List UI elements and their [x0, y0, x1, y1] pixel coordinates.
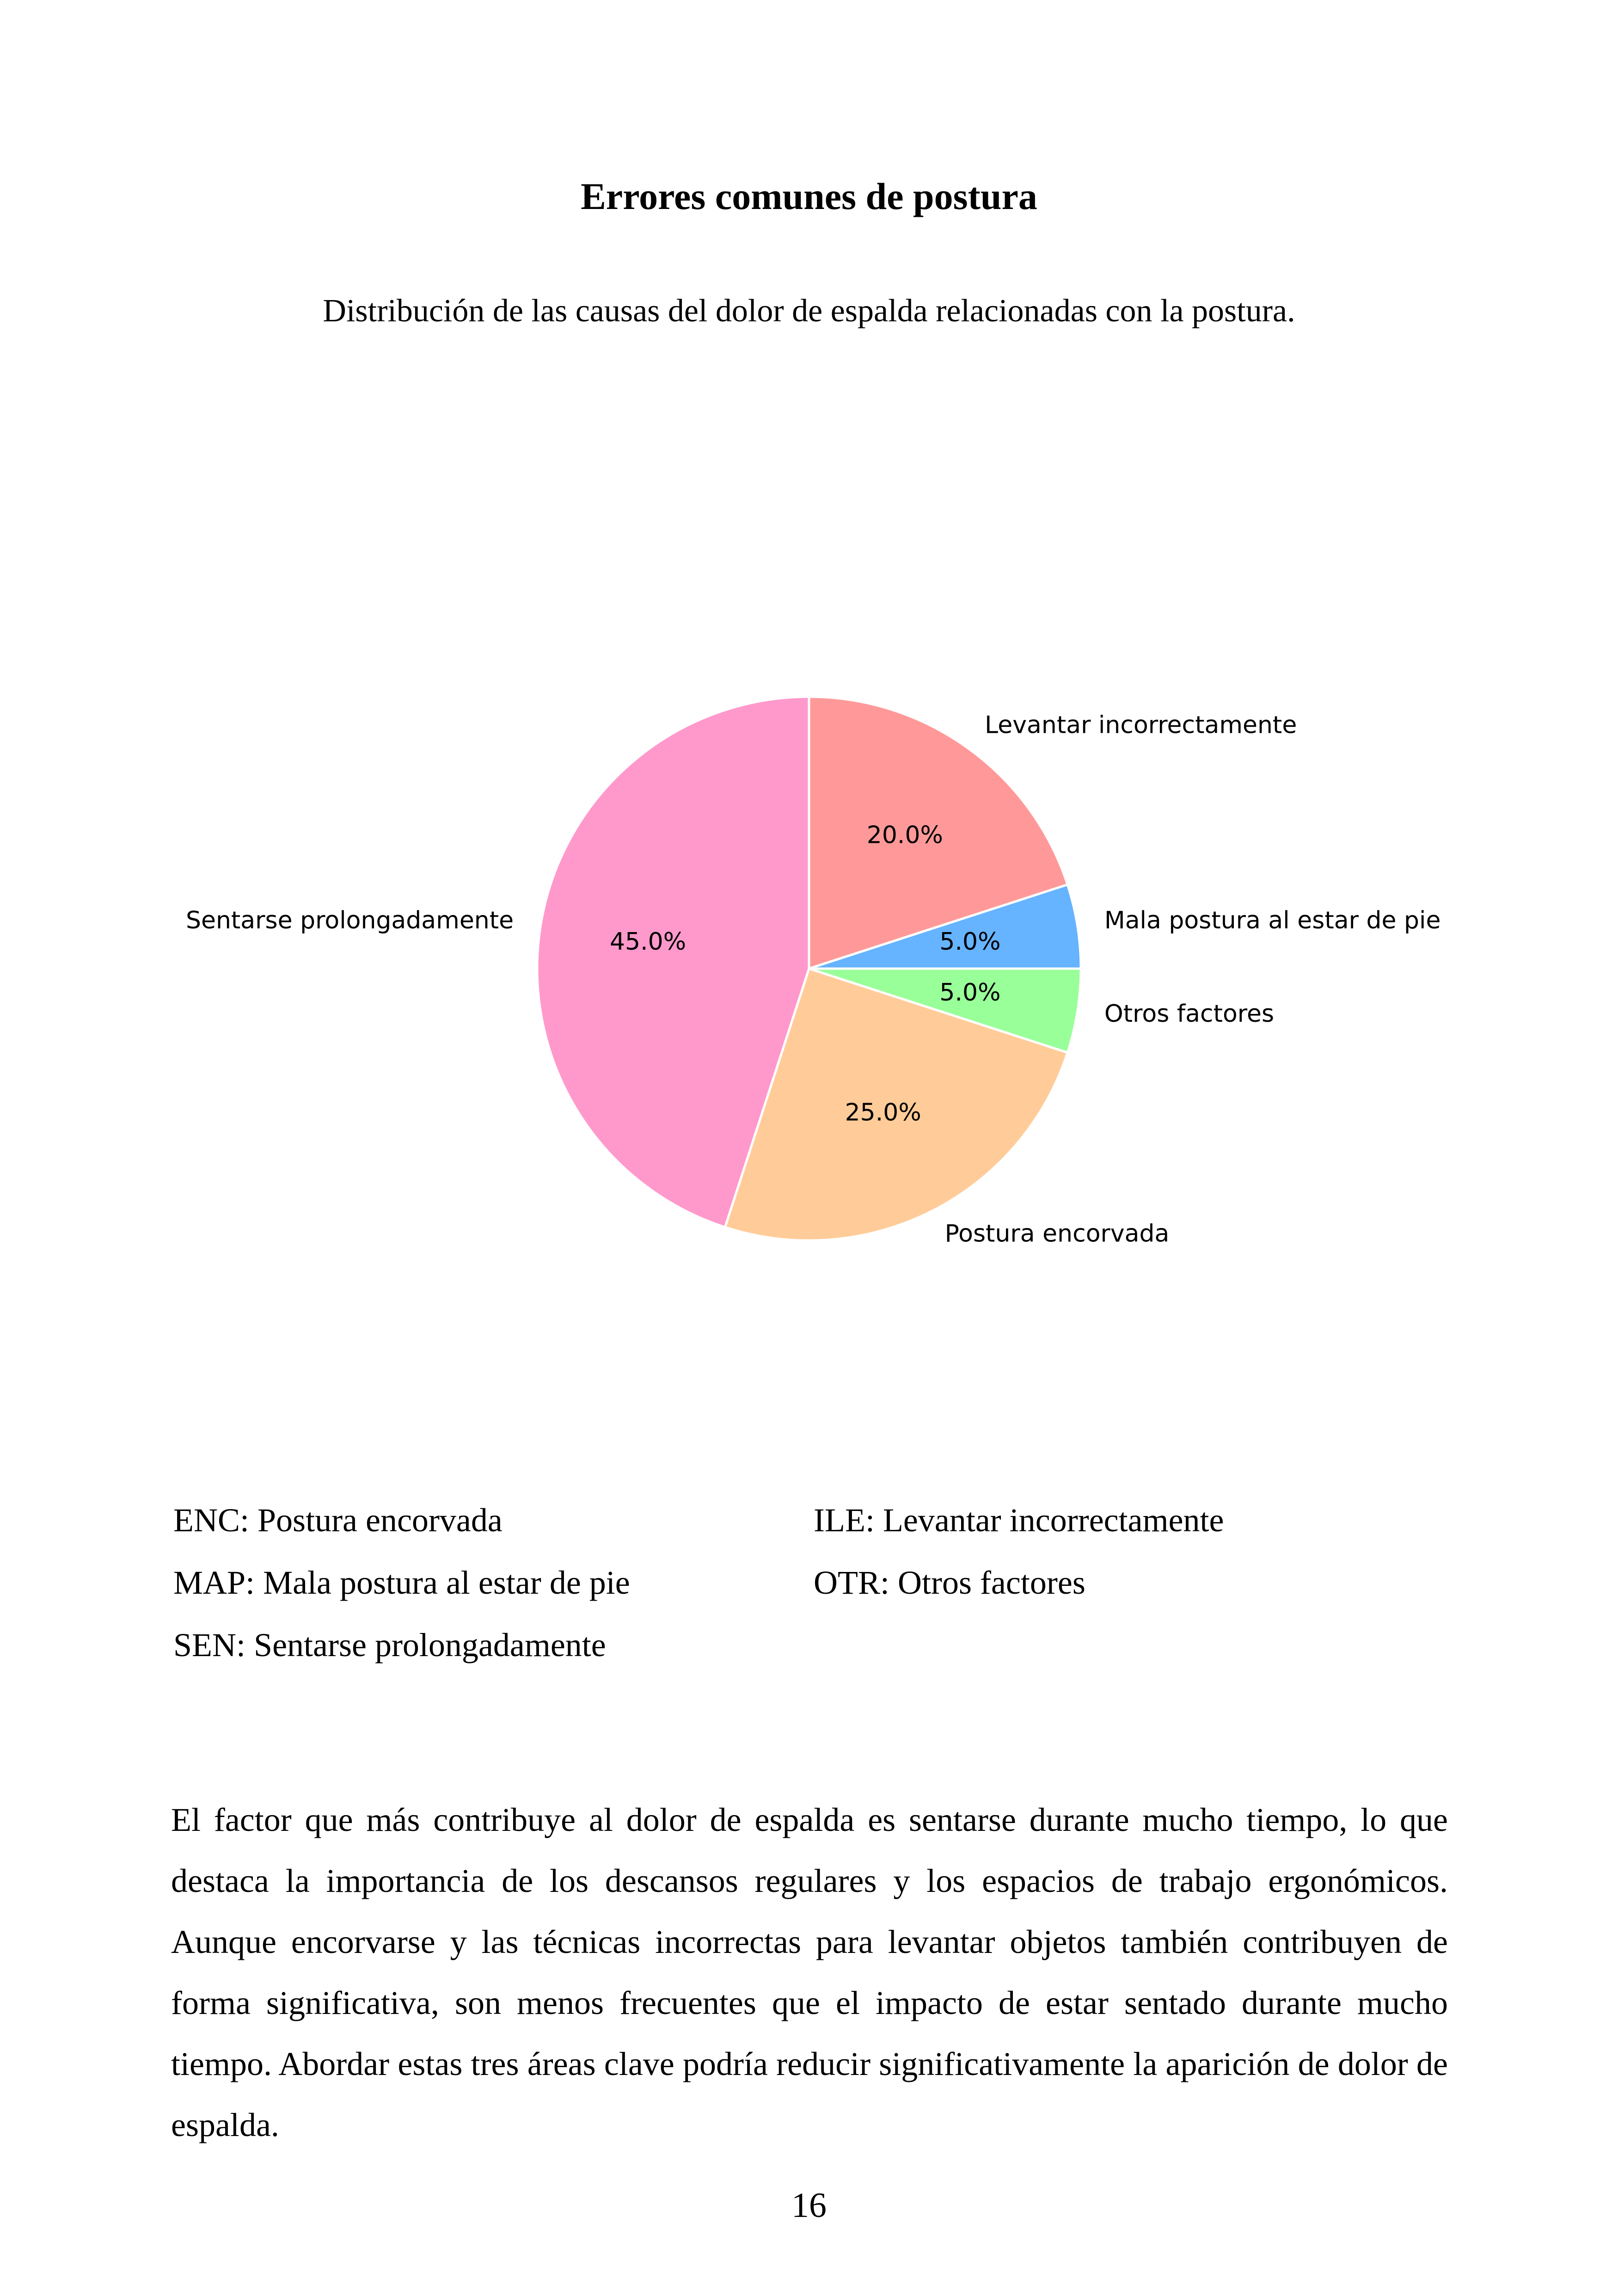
slice-percent-label: 25.0% [845, 1099, 921, 1127]
slice-category-label: Postura encorvada [944, 1220, 1170, 1248]
page-title: Errores comunes de postura [581, 175, 1037, 217]
pie-chart [0, 462, 1618, 1364]
slice-category-label: Mala postura al estar de pie [1104, 906, 1441, 934]
body-paragraph: El factor que más contribuye al dolor de espalda es sentarse durante mucho tiempo, lo que destaca la importancia de los descansos regulares y los espacios de trabajo ergonómicos. Aunque encorvarse y las técnicas incorrectas para levantar objetos también contribuyen de forma significativa, son menos frecuentes que el impacto de estar sentado durante mucho tiempo. Abordar estas tres áreas clave podría reducir significativamente la aparición de dolor de espalda. [171, 1801, 1448, 2143]
legend-item-map: MAP: Mala postura al estar de pie [173, 1564, 630, 1601]
slice-category-label: Levantar incorrectamente [985, 711, 1297, 739]
slice-percent-label: 20.0% [866, 821, 943, 849]
legend-item-ile: ILE: Levantar incorrectamente [814, 1502, 1224, 1539]
legend-item-enc: ENC: Postura encorvada [173, 1502, 503, 1539]
slice-percent-label: 5.0% [939, 927, 1001, 956]
page-number: 16 [791, 2186, 827, 2225]
slice-category-label: Sentarse prolongadamente [185, 906, 514, 934]
page-subtitle: Distribución de las causas del dolor de espalda relacionadas con la postura. [323, 293, 1295, 329]
legend-item-sen: SEN: Sentarse prolongadamente [173, 1627, 606, 1664]
slice-percent-label: 5.0% [939, 979, 1001, 1007]
legend-item-otr: OTR: Otros factores [814, 1564, 1085, 1601]
slice-category-label: Otros factores [1104, 1000, 1275, 1028]
slice-percent-label: 45.0% [609, 927, 686, 956]
